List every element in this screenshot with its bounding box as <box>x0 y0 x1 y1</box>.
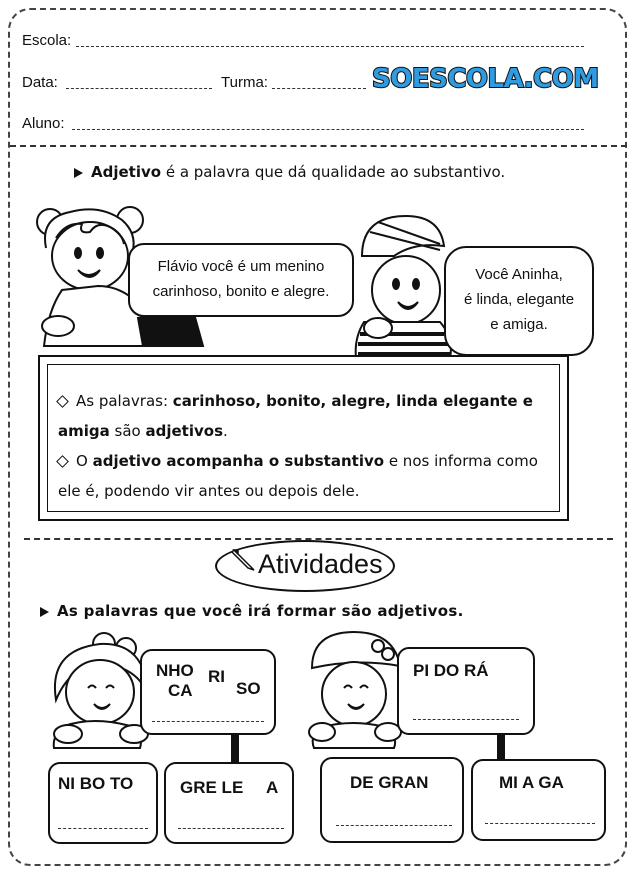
answer-line[interactable] <box>485 823 595 824</box>
info-line2-end: . <box>223 422 228 440</box>
sign-post <box>497 734 505 760</box>
info-line3-rest: e nos informa como <box>384 452 538 470</box>
info-line2-term: adjetivos <box>145 422 223 440</box>
syllable: NHO <box>156 661 194 680</box>
syllable: CA <box>168 681 193 700</box>
escola-field[interactable] <box>76 46 584 47</box>
word-card-5 <box>320 757 464 843</box>
girl-bubble-line2: carinhoso, bonito e alegre. <box>152 283 330 300</box>
word-card-3 <box>48 762 158 844</box>
answer-line[interactable] <box>336 825 452 826</box>
boy-illustration <box>348 212 458 360</box>
word-card-1 <box>140 649 276 735</box>
answer-line[interactable] <box>413 719 519 720</box>
sign-post <box>231 734 239 764</box>
pencil-icon <box>230 546 256 576</box>
answer-line[interactable] <box>58 828 148 829</box>
boy-small-illustration <box>306 628 406 748</box>
girl-speech-bubble <box>128 243 354 317</box>
info-line3-bold: adjetivo acompanha o substantivo <box>92 452 385 470</box>
boy-speech-bubble <box>444 246 594 356</box>
aluno-label: Aluno: <box>22 115 65 132</box>
info-line-3 <box>58 451 538 471</box>
word-card-2 <box>397 647 535 735</box>
definition-box <box>38 355 569 521</box>
syllables: NI BO TO <box>58 774 134 793</box>
word-card-4 <box>164 762 294 844</box>
syllable: SO <box>236 679 261 698</box>
answer-line[interactable] <box>178 828 284 829</box>
info-line2-mid: são <box>109 422 146 440</box>
turma-label: Turma: <box>221 74 268 91</box>
escola-label: Escola: <box>22 32 72 49</box>
info-line1-words: carinhoso, bonito, alegre, linda elegante e <box>172 392 533 410</box>
boy-bubble-line2: é linda, elegante <box>463 291 575 308</box>
answer-line[interactable] <box>152 721 264 722</box>
syllable: A <box>266 778 279 797</box>
syllable: RI <box>208 667 225 686</box>
activity-instruction-text: As palavras que você irá formar são adjetivos. <box>57 602 464 620</box>
diamond-bullet-icon <box>56 455 69 468</box>
aluno-field[interactable] <box>72 129 584 130</box>
word-card-6 <box>471 759 606 841</box>
syllables: DE GRAN <box>350 773 429 792</box>
info-line-2 <box>58 421 228 441</box>
header-divider <box>10 145 627 147</box>
syllables: PI DO RÁ <box>413 661 489 680</box>
data-label: Data: <box>22 74 58 91</box>
turma-field[interactable] <box>272 88 366 89</box>
section-title: Atividades <box>258 549 383 579</box>
arrow-bullet-icon <box>74 168 83 178</box>
intro-rest: é a palavra que dá qualidade ao substantivo. <box>161 163 506 181</box>
data-field[interactable] <box>66 88 212 89</box>
arrow-bullet-icon <box>40 607 49 617</box>
intro-term: Adjetivo <box>91 163 162 181</box>
info-line1-prefix: As palavras: <box>76 392 173 410</box>
boy-bubble-line1: Você Aninha, <box>475 266 563 283</box>
syllables: GRE LE <box>180 778 244 797</box>
site-logo: SOESCOLA.COM <box>372 64 599 94</box>
info-line-1 <box>58 391 533 411</box>
girl-bubble-line1: Flávio você é um menino <box>157 258 325 275</box>
girl-small-illustration <box>44 630 154 748</box>
syllables: MI A GA <box>499 773 564 792</box>
boy-bubble-line3: e amiga. <box>490 316 548 333</box>
info-line3-prefix: O <box>76 452 93 470</box>
definition-box-inner <box>47 364 560 512</box>
intro-definition <box>74 163 505 181</box>
diamond-bullet-icon <box>56 395 69 408</box>
activity-instruction <box>40 602 464 620</box>
info-line2-word: amiga <box>58 422 110 440</box>
info-line-4: ele é, podendo vir antes ou depois dele. <box>58 482 360 500</box>
